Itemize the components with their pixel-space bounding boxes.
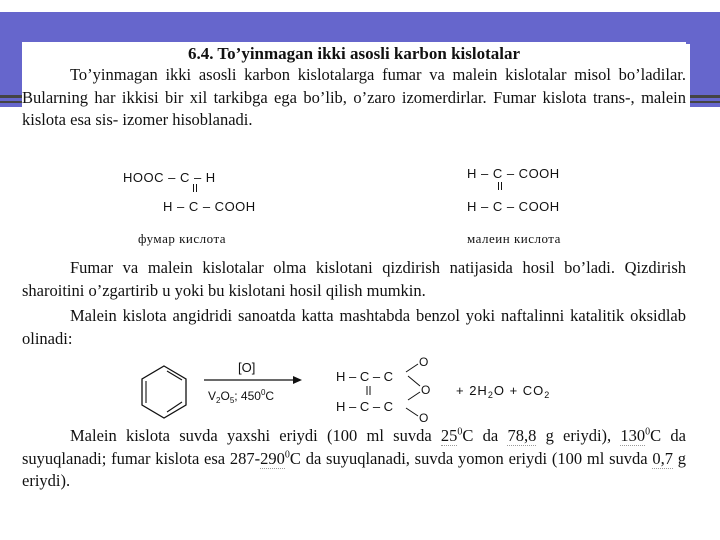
solubility-text: g eriydi). xyxy=(22,448,686,490)
document-page xyxy=(22,42,686,497)
reaction-products: + $2H_2O + CO_2$ xyxy=(456,383,551,400)
double-bond xyxy=(193,184,197,192)
double-bond xyxy=(498,182,502,190)
degree-mark: 0 xyxy=(284,449,290,460)
paragraph-intro xyxy=(22,64,686,132)
paragraph-heating-text: Fumar va malein kislotalar olma kislotani qizdirish natijasida hosil bo’ladi. Qizdirish sharoitini o’zgartirib u yoki bu kislotani hosil qilish mumkin. xyxy=(22,258,686,300)
solubility-text: C da xyxy=(462,426,508,445)
anhydride-line-2: H – C – C xyxy=(336,399,394,414)
degree-mark: 0 xyxy=(645,426,651,438)
maleic-line-2: H – C – COOH xyxy=(467,199,560,214)
reaction-arrow xyxy=(204,376,302,384)
header-band xyxy=(0,12,720,44)
right-rule xyxy=(690,95,720,98)
oxygen-bridge: O xyxy=(421,383,431,397)
solubility-text: C da suyuqlanadi; fumar kislota esa 287- xyxy=(22,426,686,468)
paragraph-anhydride xyxy=(22,305,686,350)
anhydride-line-1: H – C – C xyxy=(336,369,394,384)
oxygen-bottom: O xyxy=(419,411,429,425)
value-melting-fumaric: 290 xyxy=(260,448,285,468)
page-title: 6.4. To’yinmagan ikki asosli karbon kislotalar xyxy=(187,44,521,63)
right-rule xyxy=(690,101,720,103)
catalyst-oxidant: [O] xyxy=(238,360,256,375)
fumaric-label: фумар кислота xyxy=(138,231,227,246)
maleic-line-1: H – C – COOH xyxy=(467,166,560,181)
reaction-scheme xyxy=(22,350,686,430)
value-solubility-fumaric: 0,7 xyxy=(652,448,673,468)
fumaric-line-1: HOOC – C – H xyxy=(123,170,216,185)
paragraph-solubility xyxy=(22,425,686,493)
solubility-text: Malein kislota suvda yaxshi eriydi (100 ml suvda xyxy=(70,426,441,445)
paragraph-intro-text: To’yinmagan ikki asosli karbon kislotalarga fumar va malein kislotalar misol bo’ladilar. Bularning har ikkisi bir xil tarkibga ega bo’lib, o’zaro izomerdirlar. Fumar kislota trans-, malein kislota esa sis- izomer hisoblanadi. xyxy=(22,65,686,129)
value-melting-maleic: 130 xyxy=(620,426,646,445)
oxygen-top: O xyxy=(419,355,429,369)
paragraph-anhydride-text: Malein kislota angidridi sanoatda katta mashtabda benzol yoki naftalinni katalitik oksidlab olinadi: xyxy=(22,306,686,348)
maleic-label: малеин кислота xyxy=(467,231,561,246)
benzene-ring-icon xyxy=(142,366,186,418)
value-temperature: 25 xyxy=(440,426,458,445)
value-solubility: 78,8 xyxy=(507,426,537,445)
fumaric-line-2: H – C – COOH xyxy=(163,199,256,214)
solubility-text: g eriydi), xyxy=(536,426,621,445)
right-band xyxy=(690,12,720,107)
solubility-text: C da suyuqlanadi, suvda yomon eriydi (100 ml suvda xyxy=(289,448,653,468)
catalyst-conditions: $V_2O_5$; $450^0C$ xyxy=(208,388,275,405)
degree-mark: 0 xyxy=(457,426,463,438)
paragraph-heating xyxy=(22,257,686,302)
